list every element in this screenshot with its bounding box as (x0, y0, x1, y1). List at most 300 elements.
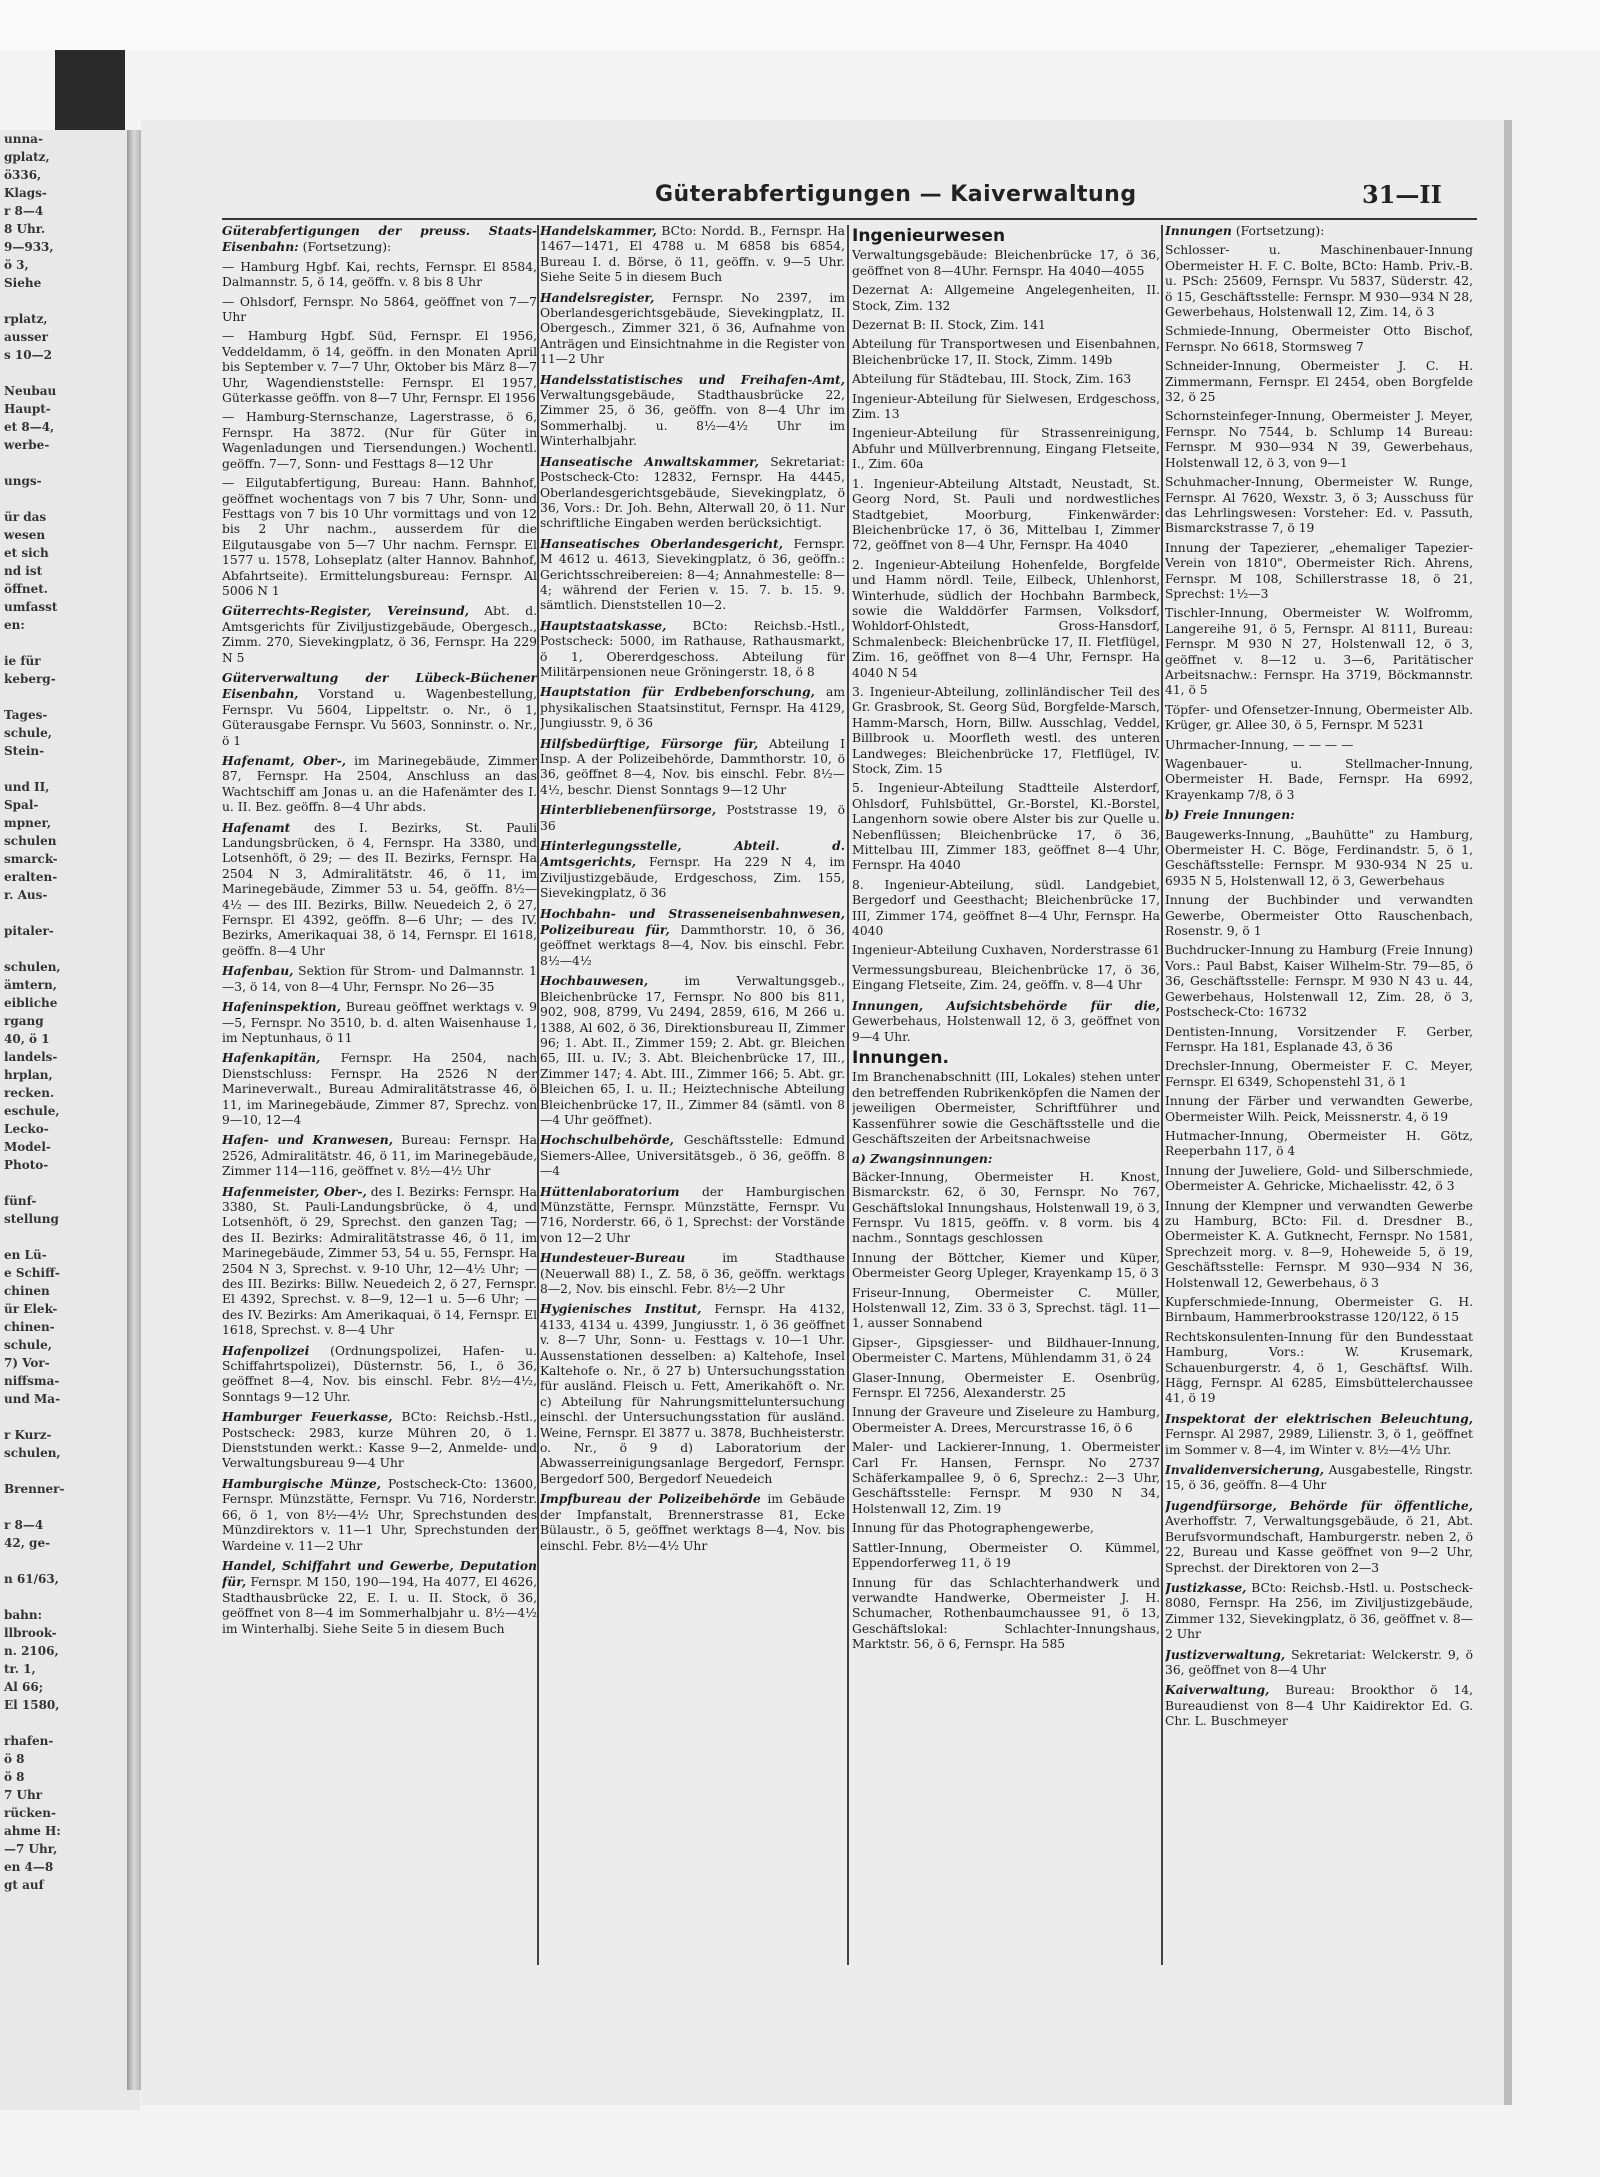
directory-entry (1165, 1094, 1473, 1125)
directory-entry (1165, 606, 1473, 698)
entry-heading: Hafenamt, Ober-, (222, 753, 347, 768)
left-page-text-fragment (0, 760, 140, 778)
left-page-text-fragment: und Ma- (4, 1392, 61, 1406)
directory-entry (222, 753, 537, 816)
left-page-text-fragment (0, 688, 140, 706)
directory-entry (222, 1409, 537, 1472)
entry-text: Abteilung I Insp. A der Polizeibehörde, Dammthorstr. 10, ö 36, geöffnet 8—4, Nov. bis einschl. Febr. 8½—4½, beschr. Dienst Sonntags 9—12 Uhr (540, 736, 845, 797)
section-title-ingenieurwesen: Ingenieurwesen (852, 226, 1006, 246)
left-page-text-fragment: en 4—8 (4, 1860, 54, 1874)
left-page-text-fragment: Model- (4, 1140, 51, 1154)
left-page-text-fragment: öffnet. (4, 582, 48, 596)
entry-heading: Hochbahn- und Strasseneisenbahnwesen, Polizeibureau für, (540, 905, 845, 938)
entry-text: im Verwaltungsgeb., Bleichenbrücke 17, Fernspr. No 800 bis 811, 902, 908, 8799, Vu 2494, 2859, 616, M 266 u. 1388, Al 602, ö 36, Direktionsbureau II, Zimmer 96; 1. Abt. II., Zimmer 159; 2. Abt. gr. Bleichen 65, III. u. IV.; 3. Abt. Bleichenbrücke 17, III., Zimmer 147; 4. Abt. III., Zimmer 166; 5. Abt. gr. Bleichen 65, I. u. II.; Heiztechnische Abteilung Bleichenbrücke 17, II., Zimmer 84 (sämtl. von 8—4 Uhr geöffnet). (540, 974, 845, 1127)
entry-text: Vorstand u. Wagenbestellung, Fernspr. Vu 5604, Lippeltstr. o. Nr., ö 1, Güterausgabe Fernspr. Vu 5603, Sonninstr. o. Nr., ö 1 (222, 687, 537, 748)
directory-entry (852, 337, 1160, 368)
directory-entry (1165, 738, 1473, 753)
left-page-text-fragment (0, 1714, 140, 1732)
entry-text: 2. Ingenieur-Abteilung Hohenfelde, Borgfelde und Hamm nördl. Teile, Eilbeck, Uhlenhorst, Winterhude, südlich der Hochbahn Barmbeck, sowie die Walddörfer Farmsen, Volksdorf, Wohldorf-Ohlstedt, Gross-Hansdorf, Schmalenbeck: Bleichenbrücke 17, II. Fletflügel, Zim. 16, geöffnet von 8—4 Uhr, Fernspr. Ha 4040 N 54 (852, 557, 1160, 680)
left-page-text-fragment: e Schiff- (4, 1266, 60, 1280)
entry-text: Innung der Juweliere, Gold- und Silberschmiede, Obermeister A. Gehricke, Michaelisstr. 42, ö 3 (1165, 1163, 1473, 1194)
left-page-text-fragment: ahme H: (4, 1824, 61, 1838)
entry-text: Vermessungsbureau, Bleichenbrücke 17, ö 36, Eingang Fletseite, Zim. 24, geöffn. v. 8—4 Uhr (852, 962, 1160, 993)
left-page-text-fragment: 7 Uhr (4, 1788, 43, 1802)
directory-entry (540, 536, 845, 614)
entry-text: Innung der Färber und verwandten Gewerbe, Obermeister Wilh. Peick, Meissnerstr. 4, ö 19 (1165, 1094, 1473, 1124)
left-page-fragment (0, 130, 140, 2110)
left-page-text-fragment: Tages- (4, 708, 48, 722)
entry-heading: Inspektorat der elektrischen Beleuchtung, (1165, 1410, 1473, 1426)
entry-text: Innung der Tapezierer, „ehemaliger Tapezier-Verein von 1810", Obermeister Rich. Ahrens, Fernspr. M 108, Schillerstrasse 18, ö 21, Sprechst: 1½—3 (1165, 540, 1473, 601)
left-page-text-fragment: eschule, (4, 1104, 60, 1118)
directory-entry (852, 685, 1160, 777)
entry-heading: Hauptstation für Erdbebenforschung, (540, 684, 815, 700)
entry-text: Gewerbehaus, Holstenwall 12, ö 3, geöffnet von 9—4 Uhr. (852, 1014, 1160, 1044)
entry-text: Wagenbauer- u. Stellmacher-Innung, Obermeister H. Bade, Fernspr. Ha 6992, Krayenkamp 7/8, ö 3 (1165, 757, 1473, 802)
column-1 (222, 223, 537, 1983)
directory-entry (222, 820, 537, 960)
left-page-text-fragment: fünf- (4, 1194, 37, 1208)
left-page-text-fragment: El 1580, (4, 1698, 60, 1712)
left-page-text-fragment: et 8—4, (4, 420, 55, 434)
directory-entry (852, 392, 1160, 423)
left-page-text-fragment: eibliche (4, 996, 58, 1010)
entry-heading: Hochschulbehörde, (540, 1132, 674, 1148)
directory-entry (1165, 1129, 1473, 1160)
entry-text: Schuhmacher-Innung, Obermeister W. Runge, Fernspr. Al 7620, Wexstr. 3, ö 3; Ausschuss für das Lehrlingswesen: Vorsteher: Ed. v. Passuth, Bismarckstrasse 7, ö 19 (1165, 475, 1473, 536)
left-page-text-fragment: Al 66; (4, 1680, 44, 1694)
entry-text: Hutmacher-Innung, Obermeister H. Götz, Reeperbahn 117, ö 4 (1165, 1128, 1473, 1159)
left-page-text-fragment: 42, ge- (4, 1536, 51, 1550)
entry-text: am physikalischen Staatsinstitut, Fernspr. Ha 4129, Jungiusstr. 9, ö 36 (540, 685, 845, 731)
entry-heading: Invalidenversicherung, (1165, 1462, 1325, 1478)
directory-entry (222, 963, 537, 995)
entry-text: — Hamburg Hgbf. Süd, Fernspr. El 1956, Veddeldamm, ö 14, geöffn. in den Monaten April bis September v. 7—7 Uhr, Oktober bis März 8—7 Uhr, Wagendienststelle: Fernspr. El 1957, Güterkasse geöffn. von 8—7 Uhr, Fernspr. El 1956 (222, 329, 537, 406)
directory-entry (852, 318, 1160, 333)
left-page-text-fragment: hrplan, (4, 1068, 53, 1082)
entry-text: des I. Bezirks: Fernspr. Ha 3380, St. Pauli-Landungsbrücke, ö 4, und Lotsenhöft, ö 29, Sprechst. den ganzen Tag; — des II. Bezirks: Admiralitätstrasse 46, ö 11, im Marinegebäude, Zimmer 53, 54 u. 55, Fernspr. Ha 2504 N 3, Sprechst. v. 9-10 Uhr, 12—4½ Uhr; — des III. Bezirks: Billw. Neuedeich 2, ö 27, Fernspr. El 4392, Sprechst. v. 8—9, 12—1 u. 5—6 Uhr; — des IV. Bezirks: Am Amerikaquai, ö 14, Fernspr. El 1618, Sprechst. v. 8—4 Uhr (222, 1184, 537, 1338)
directory-entry (222, 260, 537, 291)
entry-text: Fernspr. M 4612 u. 4613, Sievekingplatz, ö 36, geöffn.: Gerichtsschreibereien: 8—4; Annahmestelle: 8—4; während der Ferien v. 15. 7. b. 15. 9. sämtlich. Dienststellen 10—2. (540, 536, 845, 613)
left-page-text-fragment: et sich (4, 546, 49, 560)
entry-text: Rechtskonsulenten-Innung für den Bundesstaat Hamburg, Vors.: W. Krusemark, Schauenburgerstr. 4, ö 1, Geschäftsf. Wilh. Hägg, Fernspr. Al 6285, Eimsbüttelerchaussee 41, ö 19 (1165, 1329, 1473, 1406)
left-page-text-fragment: en: (4, 618, 25, 632)
entry-heading: Hamburger Feuerkasse, (222, 1409, 393, 1425)
entry-text: BCto: Nordd. B., Fernspr. Ha 1467—1471, El 4788 u. M 6858 bis 6854, Bureau I. d. Börse, ö 11, geöffn. v. 9—5 Uhr. Siehe Seite 5 in diesem Buch (540, 224, 845, 285)
directory-entry (1165, 893, 1473, 939)
column-rule (847, 225, 849, 1965)
entry-heading: Güterverwaltung der Lübeck-Büchener Eisenbahn, (222, 669, 537, 702)
entry-heading: Hauptstaatskasse, (540, 617, 667, 633)
left-page-text-fragment: chinen- (4, 1320, 55, 1334)
entry-text: Verwaltungsgebäude: Bleichenbrücke 17, ö 36, geöffnet von 8—4Uhr. Fernspr. Ha 4040—4055 (852, 248, 1160, 278)
entry-text: Ingenieur-Abteilung Cuxhaven, Norderstrasse 61 (852, 943, 1160, 958)
entry-heading: Justizkasse, (1165, 1579, 1247, 1595)
innung-entry: Innung der Graveure und Ziseleure zu Hamburg, Obermeister A. Drees, Mercurstrasse 16, ö 6 (852, 1405, 1160, 1435)
directory-entry (852, 283, 1160, 314)
left-page-text-fragment: Siehe (4, 276, 42, 290)
directory-entry (852, 943, 1160, 958)
entry-text: Ingenieur-Abteilung für Strassenreinigung, Abfuhr und Müllverbrennung, Eingang Fletseite, I., Zim. 60a (852, 426, 1160, 472)
entry-text: Töpfer- und Ofensetzer-Innung, Obermeister Alb. Krüger, gr. Allee 30, ö 5, Fernspr. M 5231 (1165, 702, 1473, 733)
directory-entry (540, 802, 845, 834)
scan-top-margin (0, 0, 1600, 50)
entry-text: BCto: Reichsb.-Hstl., Postscheck: 5000, im Rathause, Rathausmarkt, ö 1, Obererdgeschoss. Abteilung für Militärpensionen neue Gröningerstr. 18, ö 8 (540, 618, 845, 679)
column-4 (1165, 223, 1473, 1983)
entry-heading: Hanseatische Anwaltskammer, (540, 453, 759, 469)
entry-text: Fernspr. Ha 4132, 4133, 4134 u. 4399, Jungiusstr. 1, ö 36 geöffnet v. 8—7 Uhr, Sonn- u. Festtags v. 10—1 Uhr. Aussenstationen desselben: a) Kaltehofe, Insel Kaltehofe o. Nr., ö 27 b) Untersuchungsstation für ausländ. Fleisch u. Fett, Amerikahöft o. Nr. c) Abteilung für Nahrungsmitteluntersuchung einschl. der Untersuchungsstation für ausländ. Weine, Fernspr. El 3877 u. 3878, Buchheisterstr. o. Nr., ö 9 d) Laboratorium der Abwasserreinigungsanlage Bergedorf, Fernspr. Bergedorf 500, Bergedorf Neuedeich (540, 1302, 845, 1486)
directory-entry (540, 906, 845, 970)
entry-text: Schornsteinfeger-Innung, Obermeister J. Meyer, Fernspr. No 7544, b. Schlump 14 Bureau: Fernspr. M 930—934 N 39, Gewerbehaus, Holstenwall 12, ö 3, von 9—1 (1165, 409, 1473, 470)
left-page-text-fragment: und II, (4, 780, 50, 794)
left-page-text-fragment: umfasst (4, 600, 58, 614)
page-number: 31—II (1362, 180, 1442, 209)
entry-text: Buchdrucker-Innung zu Hamburg (Freie Innung) Vors.: Paul Babst, Kaiser Wilhelm-Str. 79—85, ö 36, Geschäftsstelle: Fernspr. M 930 N 43 u. 44, Gewerbehaus, Holstenwall 12, Zim. 28, ö 3, Postscheck-Cto: 16732 (1165, 943, 1473, 1020)
entry-heading: Hafenpolizei (222, 1342, 310, 1358)
entry-text: (Fortsetzung): (1235, 224, 1325, 238)
directory-entry (222, 603, 537, 666)
book-gutter (127, 130, 141, 2090)
left-page-text-fragment (0, 1462, 140, 1480)
left-page-text-fragment: unna- (4, 132, 43, 146)
directory-entry (222, 1184, 537, 1339)
directory-entry (540, 372, 845, 450)
directory-entry (1165, 1498, 1473, 1576)
left-page-text-fragment: Spal- (4, 798, 39, 812)
directory-entry (1165, 1647, 1473, 1679)
directory-entry (540, 1491, 845, 1554)
left-page-text-fragment: wesen (4, 528, 46, 542)
entry-text: (Fortsetzung): (302, 240, 392, 255)
entry-text: Dezernat A: Allgemeine Angelegenheiten, II. Stock, Zim. 132 (852, 283, 1160, 313)
directory-entry (222, 999, 537, 1046)
entry-heading: Hilfsbedürftige, Fürsorge für, (540, 735, 759, 751)
entry-heading: Hafen- und Kranwesen, (222, 1132, 393, 1148)
entry-heading: Hinterbliebenenfürsorge, (540, 802, 717, 818)
entry-text: 3. Ingenieur-Abteilung, zollinländischer Teil des Gr. Grasbrook, St. Georg Süd, Borgfelde-Marsch, Hamm-Marsch, Horn, Billw. Ausschlag, Veddel, Billbrook u. Moorfleth westl. des unteren Landweges: Bleichenbrücke 17, Fletflügel, IV. Stock, Zim. 15 (852, 684, 1160, 776)
section-title-innungen: Innungen. (852, 1047, 949, 1068)
directory-entry (852, 963, 1160, 994)
entry-heading: Hafenkapitän, (222, 1050, 321, 1066)
left-page-text-fragment (0, 1588, 140, 1606)
left-page-text-fragment: werbe- (4, 438, 50, 452)
directory-entry (540, 1184, 845, 1247)
entry-heading: Handelsregister, (540, 289, 655, 305)
entry-text: der Hamburgischen Münzstätte, Fernspr. Münzstätte, Fernspr. Vu 716, Norderstr. 66, ö 1, Sprechst: der Vorstände von 12—2 Uhr (540, 1184, 845, 1245)
entry-text: — Hamburg Hgbf. Kai, rechts, Fernspr. El 8584, Dalmannstr. 5, ö 14, geöffn. v. 8 bis 8 Uhr (222, 259, 537, 290)
left-page-text-fragment: en Lü- (4, 1248, 47, 1262)
directory-entry (540, 454, 845, 532)
innung-entry: Innung der Böttcher, Kiemer und Küper, Obermeister Georg Upleger, Krayenkamp 15, ö 3 (852, 1250, 1160, 1281)
innung-entry: Glaser-Innung, Obermeister E. Osenbrüg, Fernspr. El 7256, Alexanderstr. 25 (852, 1370, 1160, 1401)
left-page-text-fragment: —7 Uhr, (4, 1842, 58, 1856)
entry-text: Abteilung für Transportwesen und Eisenbahnen, Bleichenbrücke 17, II. Stock, Zimm. 149b (852, 337, 1160, 367)
directory-entry (222, 476, 537, 599)
left-page-text-fragment: rgang (4, 1014, 44, 1028)
left-page-text-fragment (0, 904, 140, 922)
left-page-text-fragment: Neubau (4, 384, 57, 398)
entry-text: BCto: Reichsb.-Hstl., Postscheck: 2983, kurze Mühren 20, ö 1. Dienststunden werkt.: Kasse 9—2, Anmelde- und Verwaltungsbureau 9—4 Uhr (222, 1410, 537, 1471)
directory-entry (1165, 541, 1473, 603)
entry-text: Uhrmacher-Innung, — — — — (1165, 737, 1354, 752)
directory-entry (852, 426, 1160, 472)
entry-text: Innung der Klempner und verwandten Gewerbe zu Hamburg, BCto: Fil. d. Dresdner B., Obermeister K. A. Gutknecht, Fernspr. No 1581, Sprechzeit morg. v. 8—9, Hoheweide 5, ö 19, Geschäftsstelle: Fernspr. M 930—934 N 36, Holstenwall 12, Gewerbehaus, ö 3 (1165, 1198, 1473, 1290)
directory-entry (1165, 943, 1473, 1020)
entry-heading: Handelskammer, (540, 223, 657, 238)
entry-heading: b) Freie Innungen: (1165, 807, 1295, 823)
left-page-text-fragment: s 10—2 (4, 348, 52, 362)
scan-corner-mark (55, 50, 125, 130)
entry-heading: Hanseatisches Oberlandesgericht, (540, 535, 783, 551)
left-page-text-fragment: niffsma- (4, 1374, 60, 1388)
directory-entry (222, 295, 537, 326)
directory-entry (1165, 807, 1473, 823)
left-page-text-fragment: rplatz, (4, 312, 48, 326)
left-page-text-fragment: n. 2106, (4, 1644, 59, 1658)
entry-heading: Hamburgische Münze, (222, 1475, 381, 1491)
left-page-text-fragment: Photo- (4, 1158, 49, 1172)
entry-heading: Jugendfürsorge, Behörde für öffentliche, (1165, 1497, 1473, 1513)
directory-entry (1165, 223, 1473, 239)
left-page-text-fragment: eralten- (4, 870, 58, 884)
left-page-text-fragment (0, 1552, 140, 1570)
entry-heading: Hafenmeister, Ober-, (222, 1183, 367, 1199)
entry-text: Fernspr. Al 2987, 2989, Lilienstr. 3, ö 1, geöffnet im Sommer v. 8—4, im Winter v. 8½—4½ Uhr. (1165, 1427, 1473, 1457)
directory-entry (852, 248, 1160, 279)
left-page-text-fragment: Brenner- (4, 1482, 65, 1496)
directory-entry (1165, 1580, 1473, 1643)
innung-entry: Innung für das Photographengewerbe, (852, 1521, 1094, 1536)
left-page-text-fragment (0, 454, 140, 472)
left-page-text-fragment: gt auf (4, 1878, 44, 1892)
left-page-text-fragment: tr. 1, (4, 1662, 36, 1676)
left-page-text-fragment (0, 1174, 140, 1192)
column-3 (852, 223, 1160, 1983)
left-page-text-fragment: ö 3, (4, 258, 29, 272)
entry-text: Fernspr. M 150, 190—194, Ha 4077, El 4626, Stadthausbrücke 22, E. I. u. II. Stock, ö 36, geöffnet von 8—4 im Sommerhalbjahr u. 8½—4½ im Winterhalbj. Siehe Seite 5 in diesem Buch (222, 1575, 537, 1636)
left-page-text-fragment: ausser (4, 330, 48, 344)
directory-entry (222, 1050, 537, 1128)
innung-entry: Bäcker-Innung, Obermeister H. Knost, Bismarckstr. 62, ö 30, Fernspr. No 767, Geschäftslokal Innungshaus, Holstenwall 19, ö 3, Fernspr. Vu 1815, geöffn. v. 8 vorm. bis 4 nachm., Sonntags geschlossen (852, 1169, 1160, 1246)
entry-text: 5. Ingenieur-Abteilung Stadtteile Alsterdorf, Ohlsdorf, Fuhlsbüttel, Gr.-Borstel, Kl.-Borstel, Langenhorn sowie obere Alster bis zur Quelle u. Nebenflüssen; Bleichenbrücke 17, ö 36, Mittelbau III, Zimmer 183, geöffnet 8—4 Uhr, Fernspr. Ha 4040 (852, 781, 1160, 873)
entry-text: Fernspr. Ha 229 N 4, im Ziviljustizgebäude, Erdgeschoss, Zim. 155, Sievekingplatz, ö 36 (540, 855, 845, 901)
directory-entry (222, 1343, 537, 1406)
entry-text: Verwaltungsgebäude, Stadthausbrücke 22, Zimmer 25, ö 36, geöffn. von 8—4 Uhr im Sommerhalbj. u. 8½—4½ Uhr im Winterhalbjahr. (540, 388, 845, 449)
column-rule (537, 225, 539, 1965)
entry-text: im Marinegebäude, Zimmer 87, Fernspr. Ha 2504, Anschluss an das Wachtschiff am Jonas u. an die Hafenämter des I. u. II. Bez. geöffn. 8—4 Uhr abds. (222, 754, 537, 815)
innungen-intro: Im Branchenabschnitt (III, Lokales) stehen unter den betreffenden Rubrikenköpfen die Namen der jeweiligen Obermeister, Schriftführer und Kassenführer sowie die Geschäftsstelle und die Geschäftszeiten der Arbeitsnachweise (852, 1070, 1160, 1146)
left-page-text-fragment (0, 490, 140, 508)
entry-text: Abteilung für Städtebau, III. Stock, Zim. 163 (852, 372, 1132, 387)
left-page-text-fragment: r. Aus- (4, 888, 48, 902)
directory-entry (1165, 1199, 1473, 1291)
zwangsinnungen-entries (852, 1170, 1160, 1653)
left-page-text-fragment: 7) Vor- (4, 1356, 50, 1370)
left-page-text-fragment (0, 1408, 140, 1426)
left-page-text-fragment: ür das (4, 510, 47, 524)
directory-entry (540, 618, 845, 681)
entry-text: Fernspr. No 2397, im Oberlandesgerichtsgebäude, Sievekingplatz, II. Obergesch., Zimmer 321, ö 36, Aufnahme von Anträgen und Einsichtnahme in die Register von 11—2 Uhr (540, 290, 845, 367)
entry-text: Poststrasse 19, ö 36 (540, 803, 845, 833)
left-page-text-fragment: ie für (4, 654, 41, 668)
left-page-text-fragment: gplatz, (4, 150, 50, 164)
page-header-title: Güterabfertigungen — Kaiverwaltung (655, 182, 1137, 207)
entry-text: Drechsler-Innung, Obermeister F. C. Meyer, Fernspr. El 6349, Schopenstehl 31, ö 1 (1165, 1059, 1473, 1089)
directory-entry (222, 670, 537, 749)
entry-text: Fernspr. Ha 2504, nach Dienstschluss: Fernspr. Ha 2526 N der Marineverwalt., Bureau Admiralitätstrasse 46, ö 11, im Marinegebäude, Zimmer 87, Sprechz. von 9—10, 12—4 (222, 1051, 537, 1127)
directory-entry (540, 1250, 845, 1297)
entry-heading: Hafenbau, (222, 963, 294, 979)
directory-entry (1165, 475, 1473, 537)
directory-entry (222, 1132, 537, 1179)
left-page-text-fragment: 40, ö 1 (4, 1032, 50, 1046)
entry-text: Schmiede-Innung, Obermeister Otto Bischof, Fernspr. No 6618, Stormsweg 7 (1165, 324, 1473, 354)
entry-heading: Handelsstatistisches und Freihafen-Amt, (540, 371, 845, 387)
entry-heading: Kaiverwaltung, (1165, 1682, 1270, 1698)
innung-entry: Gipser-, Gipsgiesser- und Bildhauer-Innung, Obermeister C. Martens, Mühlendamm 31, ö 24 (852, 1335, 1160, 1366)
directory-entry (1165, 757, 1473, 803)
directory-entry (1165, 324, 1473, 355)
directory-entry (1165, 243, 1473, 320)
entry-text: Bureau geöffnet werktags v. 9—5, Fernspr. No 3510, b. d. alten Waisenhause 1, im Neptunhaus, ö 11 (222, 1000, 537, 1045)
left-page-text-fragment: landels- (4, 1050, 58, 1064)
directory-entry (222, 329, 537, 406)
column-2 (540, 223, 845, 1983)
left-page-text-fragment: ür Elek- (4, 1302, 58, 1316)
left-page-text-fragment: pitaler- (4, 924, 54, 938)
left-page-text-fragment: r Kurz- (4, 1428, 52, 1442)
left-page-text-fragment: r 8—4 (4, 1518, 44, 1532)
left-page-text-fragment: ö 8 (4, 1752, 25, 1766)
entry-heading: Justizverwaltung, (1165, 1646, 1286, 1662)
entry-text: Innung der Buchbinder und verwandten Gewerbe, Obermeister Otto Rauschenbach, Rosenstr. 9, ö 1 (1165, 893, 1473, 939)
directory-entry (852, 477, 1160, 554)
left-page-text-fragment (0, 1498, 140, 1516)
left-page-text-fragment: nd ist (4, 564, 43, 578)
left-page-text-fragment: recken. (4, 1086, 55, 1100)
left-page-text-fragment: mpner, (4, 816, 52, 830)
header-rule (222, 218, 1477, 220)
left-page-text-fragment: ö336, (4, 168, 42, 182)
directory-entry (222, 410, 537, 472)
entry-heading: Innungen, Aufsichtsbehörde für die, (852, 997, 1160, 1013)
innung-entry: Maler- und Lackierer-Innung, 1. Obermeister Carl Fr. Hansen, Fernspr. No 2737 Schäferkampallee 9, ö 6, Sprechz.: 2—3 Uhr, Geschäftsstelle: Fernspr. M 930 N 34, Holstenwall 12, Zim. 19 (852, 1440, 1160, 1516)
directory-entry (852, 998, 1160, 1045)
entry-text: Sekretariat: Postscheck-Cto: 12832, Fernspr. Ha 4445, Oberlandesgerichtsgebäude, Sievekingplatz, ö 36, Vors.: Dr. Joh. Behn, Alterwall 20, ö 11. Nur schriftliche Eingaben werden berücksichtigt. (540, 454, 845, 531)
directory-entry (540, 290, 845, 368)
entry-heading: Hundesteuer-Bureau (540, 1250, 686, 1266)
entry-text: Baugewerks-Innung, „Bauhütte" zu Hamburg, Obermeister H. C. Böge, Ferdinandstr. 5, ö 1, Geschäftsstelle: Fernspr. M 930-934 N 25 u. 6935 N 5, Holstenwall 12, ö 3, Gewerbehaus (1165, 827, 1473, 888)
column-rule (1161, 225, 1163, 1965)
zwangsinnungen-title: a) Zwangsinnungen: (852, 1151, 993, 1167)
left-page-text-fragment: rhafen- (4, 1734, 54, 1748)
entry-text: — Eilgutabfertigung, Bureau: Hann. Bahnhof, geöffnet wochentags von 7 bis 7 Uhr, Sonn- und Festtags von 7 bis 10 Uhr vormittags und von 12 bis 2 Uhr nachm., ausserdem für die Eilgutausgabe von 5—7 Uhr nachm. Fernspr. El 1577 u. 1578, Lohseplatz (alter Hannov. Bahnhof, Abfahrtseite). Ermittelungsbureau: Fernspr. Al 5006 N 1 (222, 476, 537, 598)
left-page-text-fragment (0, 634, 140, 652)
innung-entry: Sattler-Innung, Obermeister O. Kümmel, Eppendorferweg 11, ö 19 (852, 1540, 1160, 1571)
left-page-text-fragment (0, 1228, 140, 1246)
directory-entry (1165, 1330, 1473, 1407)
entry-heading: Hochbauwesen, (540, 973, 649, 989)
directory-entry (1165, 828, 1473, 890)
left-page-text-fragment: n 61/63, (4, 1572, 59, 1586)
directory-entry (1165, 1164, 1473, 1195)
entry-text: Kupferschmiede-Innung, Obermeister G. H. Birnbaum, Hammerbrookstrasse 120/122, ö 15 (1165, 1295, 1473, 1325)
directory-entry (1165, 1411, 1473, 1458)
directory-entry (1165, 1059, 1473, 1090)
entry-text: Dezernat B: II. Stock, Zim. 141 (852, 318, 1046, 333)
ingenieurwesen-entries (852, 248, 1160, 1045)
entry-heading: Hinterlegungsstelle, Abteil. d. Amtsgerichts, (540, 838, 845, 870)
directory-entry (1165, 409, 1473, 471)
left-page-text-fragment: schulen, (4, 1446, 61, 1460)
entry-text: im Stadthause (Neuerwall 88) I., Z. 58, ö 36, geöffn. werktags 8—2, Nov. bis einschl. Febr. 8½—2 Uhr (540, 1251, 845, 1296)
directory-entry (540, 1301, 845, 1487)
entry-text: Dammthorstr. 10, ö 36, geöffnet werktags 8—4, Nov. bis einschl. Febr. 8½—4½ (540, 923, 845, 968)
innung-entry: Innung für das Schlachterhandwerk und verwandte Handwerke, Obermeister J. H. Schumacher, Rothenbaumchaussee 91, ö 13, Geschäftslokal: Schlachter-Innungshaus, Marktstr. 56, ö 6, Fernspr. Ha 585 (852, 1575, 1160, 1652)
left-page-text-fragment: ämtern, (4, 978, 57, 992)
entry-text: Sektion für Strom- und Dalmannstr. 1—3, ö 14, von 8—4 Uhr, Fernspr. No 26—35 (222, 964, 537, 994)
directory-entry (540, 973, 845, 1128)
entry-text: 8. Ingenieur-Abteilung, südl. Landgebiet, Bergedorf und Geesthacht; Bleichenbrücke 17, III, Zimmer 174, geöffnet 8—4 Uhr, Fernspr. Ha 4040 (852, 877, 1160, 939)
entry-text: (Ordnungspolizei, Hafen- u. Schiffahrtspolizei), Düsternstr. 56, I., ö 36, geöffnet 8—4, Nov. bis einschl. Febr. 8½—4½, Sonntags 9—12 Uhr. (222, 1343, 537, 1404)
left-page-text-fragment: ungs- (4, 474, 42, 488)
entry-text: Averhoffstr. 7, Verwaltungsgebäude, ö 21, Abt. Berufsvormundschaft, Hamburgerstr. neben 2, ö 22, Bureau und Kasse geöffnet von 9—2 Uhr, Sprechst. der Direktoren von 2—3 (1165, 1514, 1473, 1575)
entry-heading: Güterabfertigungen der preuss. Staats-Eisenbahn: (222, 223, 537, 255)
left-page-text-fragment: 8 Uhr. (4, 222, 46, 236)
left-page-text-fragment: chinen (4, 1284, 50, 1298)
entry-text: — Ohlsdorf, Fernspr. No 5864, geöffnet von 7—7 Uhr (222, 294, 537, 325)
entry-heading: Hygienisches Institut, (540, 1301, 702, 1317)
entry-text: Dentisten-Innung, Vorsitzender F. Gerber, Fernspr. Ha 181, Esplanade 43, ö 36 (1165, 1024, 1473, 1054)
entry-heading: Hafeninspektion, (222, 999, 341, 1015)
entry-heading: Impfbureau der Polizeibehörde (540, 1491, 761, 1507)
left-page-text-fragment: Klags- (4, 186, 47, 200)
entry-text: Ausgabestelle, Ringstr. 15, ö 36, geöffn. 8—4 Uhr (1165, 1463, 1473, 1493)
left-page-text-fragment: keberg- (4, 672, 56, 686)
directory-entry (852, 372, 1160, 387)
directory-entry (540, 684, 845, 731)
left-page-text-fragment: schulen (4, 834, 57, 848)
left-page-text-fragment: llbrook- (4, 1626, 57, 1640)
directory-entry (1165, 703, 1473, 734)
entry-text: Schlosser- u. Maschinenbauer-Innung Obermeister H. F. C. Bolte, BCto: Hamb. Priv.-B. u. PSch: 25609, Fernspr. Vu 5837, Süderstr. 42, ö 15, Geschäftsstelle: Fernspr. M 930—934 N 28, Gewerbehaus, Holstenwall 12, Zim. 14, ö 3 (1165, 243, 1473, 320)
entry-text: Tischler-Innung, Obermeister W. Wolfromm, Langereihe 91, ö 5, Fernspr. Al 8111, Bureau: Fernspr. M 930 N 27, Holstenwall 12, ö 3, geöffnet v. 8—12 u. 3—6, Paritätischer Arbeitsnachw.: Fernspr. Ha 3719, Böckmannstr. 41, ö 5 (1165, 606, 1473, 698)
directory-entry (852, 878, 1160, 940)
left-page-text-fragment: 9—933, (4, 240, 54, 254)
left-page-text-fragment (0, 292, 140, 310)
directory-entry (540, 1132, 845, 1179)
entry-text: Bureau: Brookthor ö 14, Bureaudienst von 8—4 Uhr Kaidirektor Ed. G. Chr. L. Buschmeyer (1165, 1683, 1473, 1729)
entry-text: Postscheck-Cto: 13600, Fernspr. Münzstätte, Fernspr. Vu 716, Norderstr. 66, ö 1, von 8½—4½ Uhr, Sprechstunden des Münzdirektors v. 11—1 Uhr, Sprechstunden der Wardeine v. 11—2 Uhr (222, 1476, 537, 1553)
left-page-text-fragment: ö 8 (4, 1770, 25, 1784)
left-page-text-fragment: smarck- (4, 852, 58, 866)
entry-text: Bureau: Fernspr. Ha 2526, Admiralitätstr. 46, ö 11, im Marinegebäude, Zimmer 114—116, geöffnet v. 8½—4½ Uhr (222, 1133, 537, 1179)
directory-entry (540, 838, 845, 902)
entry-text: Ingenieur-Abteilung für Sielwesen, Erdgeschoss, Zim. 13 (852, 391, 1160, 422)
left-page-text-fragment: Haupt- (4, 402, 51, 416)
left-page-text-fragment: stellung (4, 1212, 59, 1226)
entry-text: des I. Bezirks, St. Pauli Landungsbrücken, ö 4, Fernspr. Ha 3380, und Lotsenhöft, ö 29; — des II. Bezirks, Fernspr. Ha 2504 N 3, Admiralitätstr. 46, ö 11, im Marinegebäude, Zimmer 53 u. 54, geöffn. 8½—4½ — des III. Bezirks, Billw. Neuedeich 2, ö 27, Fernspr. El 4392, geöffn. 8—6 Uhr; — des IV. Bezirks, Amerikaquai 38, ö 14, Fernspr. El 1618, geöffn. 8—4 Uhr (222, 820, 537, 958)
directory-entry (852, 781, 1160, 873)
directory-entry (1165, 1295, 1473, 1326)
directory-entry (222, 1558, 537, 1637)
entry-heading: Güterrechts-Register, Vereinsund, (222, 603, 469, 619)
directory-entry (852, 558, 1160, 681)
directory-entry (222, 1476, 537, 1554)
directory-entry (540, 736, 845, 799)
left-page-text-fragment: Stein- (4, 744, 45, 758)
innung-entry: Friseur-Innung, Obermeister C. Müller, Holstenwall 12, Zim. 33 ö 3, Sprechst. tägl. 11—1, ausser Sonnabend (852, 1285, 1160, 1331)
